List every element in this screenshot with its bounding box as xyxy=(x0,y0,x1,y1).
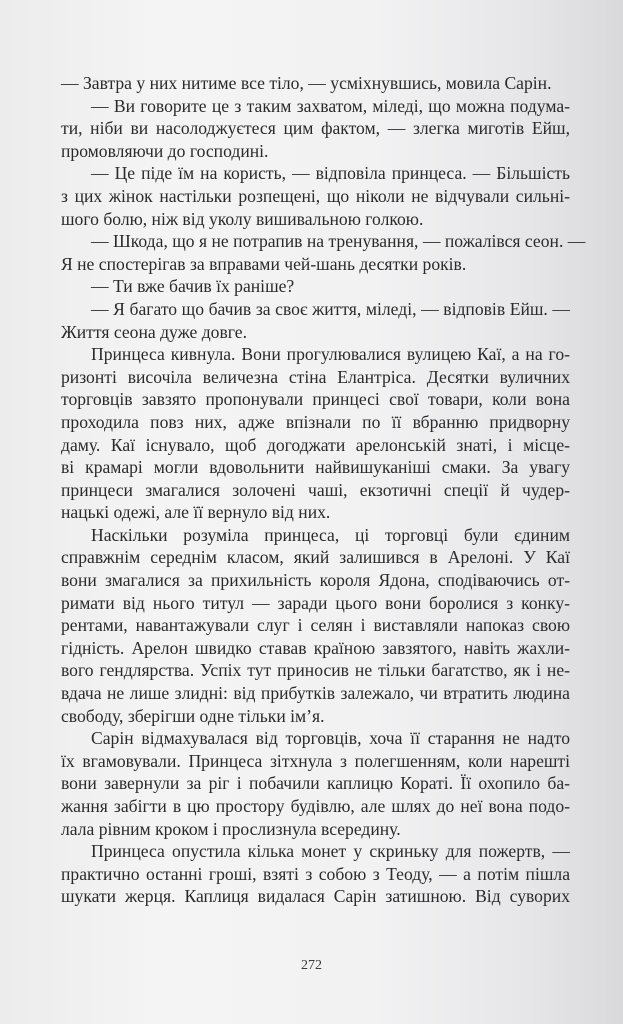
text-line: лала рівним кроком і прослизнула всередину. xyxy=(61,818,401,839)
text-line: їх вгамовували. Принцеса зітхнула з полегшенням, коли нарешті xyxy=(61,750,570,771)
text-line: Принцеса опустила кілька монет у скриньку для пожертв, — xyxy=(91,841,570,862)
text-line: — Завтра у них нитиме все тіло, — усміхнувшись, мовила Сарін. xyxy=(61,73,552,93)
text-line: Життя сеона дуже довге. xyxy=(61,321,247,342)
text-line: проходила повз них, адже впізнали по її вбранню придворну xyxy=(61,411,570,432)
text-line: свободу, зберігши одне тільки ім’я. xyxy=(61,705,325,726)
text-line: вдача не лише злидні: від прибутків залежало, чи втратить людина xyxy=(61,683,570,704)
text-line: Я не спостерігав за вправами чей-шань десятки років. xyxy=(61,253,467,274)
text-line: — Ви говорите це з таким захватом, міледі, що можна подума- xyxy=(91,95,570,116)
text-line: жання забігти в цю простору будівлю, але шлях до неї вона подо- xyxy=(61,796,570,816)
text-line: ві крамарі могли вдовольнити найвишуканіші смаки. За увагу xyxy=(61,457,570,478)
text-line: нацькі одежі, але її вернуло від них. xyxy=(61,502,331,523)
text-line: — Це піде їм на користь, — відповіла принцеса. — Більшість xyxy=(91,163,570,184)
text-line: ти, ніби ви насолоджуєтеся цим фактом, — злегка миготів Ейш, xyxy=(61,118,570,139)
text-line: з цих жінок настільки розпещені, що ніколи не відчували сильні- xyxy=(61,185,570,206)
text-line: — Я багато що бачив за своє життя, міледі, — відповів Ейш. — xyxy=(91,298,570,319)
text-line: вони завернули за ріг і побачили каплицю Кораті. Її охопило ба- xyxy=(61,773,570,794)
text-line: принцеси змагалися золочені чаші, екзотичні спеції й чудер- xyxy=(61,479,570,500)
text-line: Наскільки розуміла принцеса, ці торговці були єдиним xyxy=(91,524,570,545)
text-line: — Шкода, що я не потрапив на тренування, — пожалівся сеон. — xyxy=(91,231,586,252)
text-line: Принцеса кивнула. Вони прогулювалися вулицею Каї, а на го- xyxy=(91,344,570,365)
text-line: вони змагалися за прихильність короля Ядона, сподіваючись от- xyxy=(61,570,570,591)
text-line: римати від нього титул — заради цього вони боролися з конку- xyxy=(61,592,570,613)
book-page-text xyxy=(61,72,586,908)
text-line: рентами, навантажували слуг і селян і виставляли напоказ свою xyxy=(61,615,570,636)
text-line: промовляючи до господині. xyxy=(61,140,269,161)
text-line: справжнім середнім класом, який залишився в Арелоні. У Каї xyxy=(61,547,570,568)
page-number: 272 xyxy=(301,958,322,973)
text-line: торговців завзято пропонували принцесі свої товари, коли вона xyxy=(61,389,570,410)
text-line: ризонті височіла величезна стіна Елантріса. Десятки вуличних xyxy=(61,366,570,387)
text-line: гідність. Арелон швидко ставав країною завзятого, навіть жахли- xyxy=(61,637,570,658)
text-line: Сарін відмахувалася від торговців, хоча її старання не надто xyxy=(91,728,570,749)
text-line: — Ти вже бачив їх раніше? xyxy=(91,276,295,297)
text-line: шукати жерця. Каплиця видалася Сарін затишною. Від суворих xyxy=(61,886,570,907)
text-line: вого гендлярства. Успіх тут приносив не тільки багатство, як і не- xyxy=(61,660,570,681)
text-line: даму. Каї існувало, щоб догоджати арелонській знаті, і місце- xyxy=(61,434,570,455)
text-line: практично останні гроші, взяті з собою з Теоду, — а потім пішла xyxy=(61,863,570,884)
text-line: шого болю, ніж від уколу вишивальною голкою. xyxy=(61,208,424,229)
